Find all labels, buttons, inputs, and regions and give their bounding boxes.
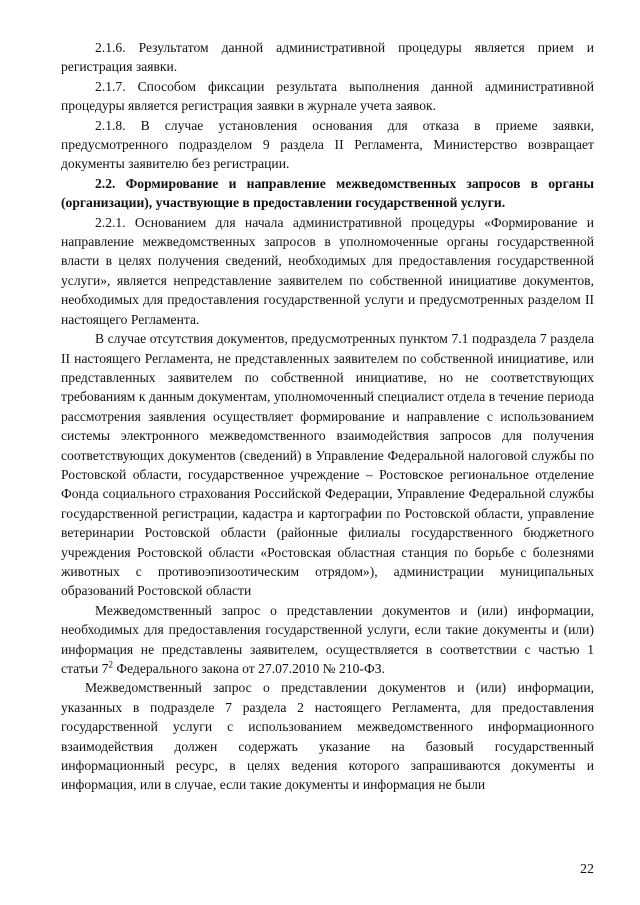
paragraph-2-1-6: 2.1.6. Результатом данной административной процедуры является прием и регистрация заявки. (61, 40, 594, 75)
section-heading-2-2: 2.2. Формирование и направление межведомственных запросов в органы (организации), участвующие в предоставлении государственной услуги. (61, 175, 594, 211)
page-number: 22 (580, 862, 594, 877)
paragraph-interagency-request (61, 601, 594, 679)
paragraph-2-1-7: 2.1.7. Способом фиксации результата выполнения данной административной процедуры является регистрация заявки в журнале учета заявок. (61, 78, 594, 114)
paragraph-interagency-request-tail: Федерального закона от 27.07.2010 № 210-ФЗ. (112, 661, 385, 676)
paragraph-2-1-8: 2.1.8. В случае установления основания для отказа в приеме заявки, предусмотренного подразделом 9 раздела II Регламента, Министерство возвращает документы заявителю без регистрации. (61, 117, 594, 172)
paragraph-request-content: Межведомственный запрос о представлении документов и (или) информации, указанных в подразделе 7 раздела 2 настоящего Регламента, для предоставления государственной услуги с использованием межведомственного информационного взаимодействия должен содержать указание на базовый государственный информационный ресурс, в целях ведения которого запрашиваются документы и информация, или в случае, если такие документы и информация не были (61, 680, 594, 793)
paragraph-2-2-1: 2.2.1. Основанием для начала административной процедуры «Формирование и направление межведомственных запросов в уполномоченные органы государственной власти в целях получения сведений, необходимых для предоставления государственной услуги», является непредставление заявителем по собственной инициативе документов, необходимых для предоставления государственной услуги и предусмотренных разделом II настоящего Регламента. (61, 214, 594, 327)
document-page (61, 38, 594, 795)
article-superscript: 2 (108, 659, 113, 670)
paragraph-interagency-request-text: Межведомственный запрос о представлении документов и (или) информации, необходимых для предоставления государственной услуги, если такие документы и (или) информация не представлены заявителем, осуществляется в соответствии с частью 1 статьи 7 (61, 602, 594, 676)
paragraph-missing-documents: В случае отсутствия документов, предусмотренных пунктом 7.1 подраздела 7 раздела II настоящего Регламента, не представленных заявителем по собственной инициативе, или представленных заявителем по собственной инициативе, но не соответствующих требованиям к данным документам, уполномоченный специалист отдела в течение периода рассмотрения заявления осуществляет формирование и направление с использованием системы электронного межведомственного взаимодействия запросов для получения соответствующих документов (сведений) в Управление Федеральной налоговой службы по Ростовской области, государственное учреждение – Ростовское региональное отделение Фонда социального страхования Российской Федерации, Управление Федеральной службы государственной регистрации, кадастра и картографии по Ростовской области, управление ветеринарии Ростовской области (районные филиалы государственного бюджетного учреждения Ростовской области «Ростовская областная станция по борьбе с болезнями животных с противоэпизоотическим отрядом»), администрации муниципальных образований Ростовской области (61, 331, 594, 599)
